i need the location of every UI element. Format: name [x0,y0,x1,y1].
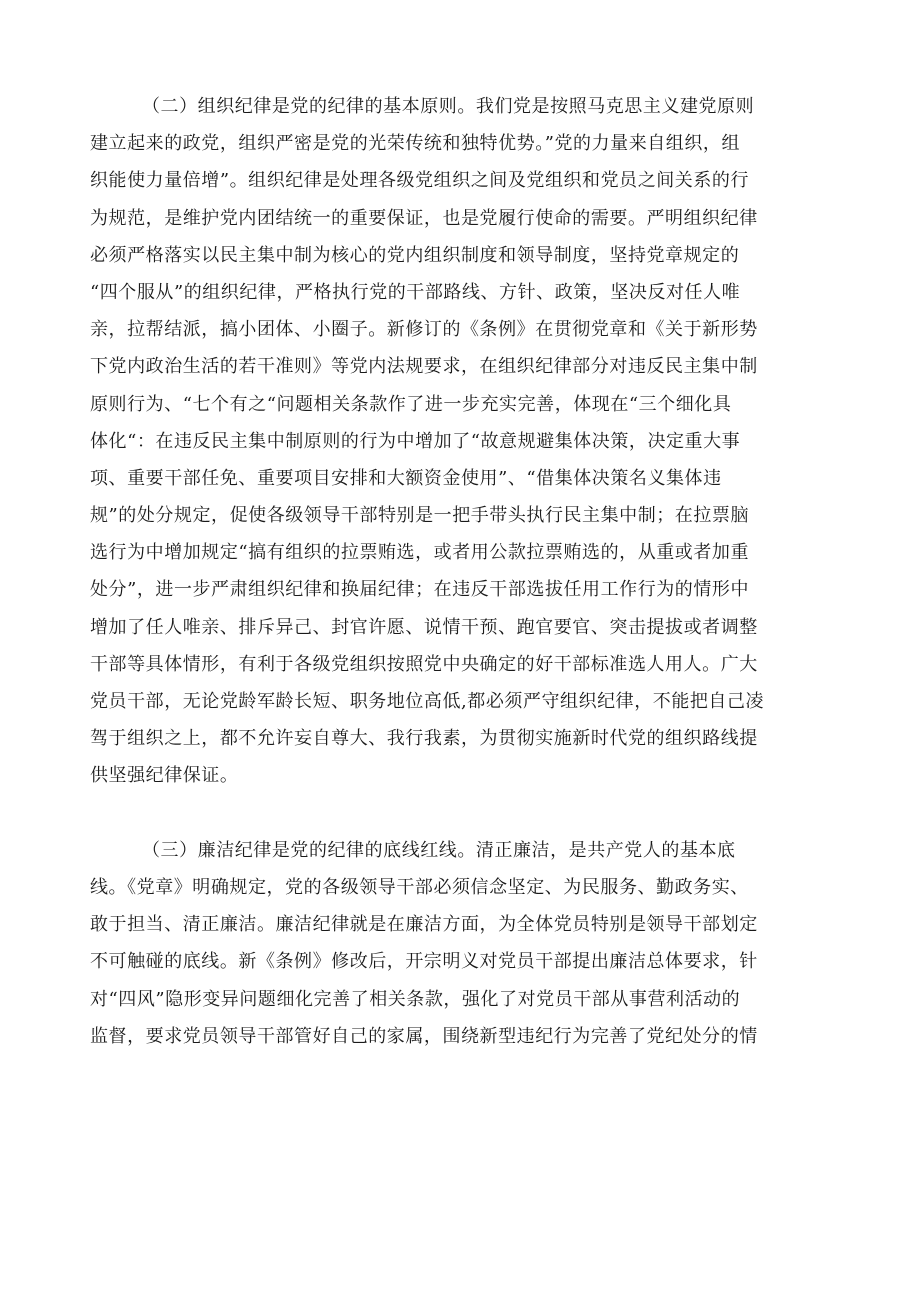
text-line: 党员干部，无论党龄军龄长短、职务地位高低,都必须严守组织纪律，不能把自己凌 [90,691,765,712]
text-line: 线。《党章》明确规定，党的各级领导干部必须信念坚定、为民服务、勤政务实、 [90,876,749,898]
text-line: 为规范，是维护党内团结统一的重要保证，也是党履行使命的需要。严明组织纪律 [90,207,758,229]
text-line: 处分”，进一步严肃组织纪律和换届纪律；在违反干部选拔任用工作行为的情形中 [90,579,749,601]
text-line: 下党内政治生活的若干准则》等党内法规要求，在组织纪律部分对违反民主集中制 [90,356,758,378]
text-line: 敢于担当、清正廉洁。廉洁纪律就是在廉洁方面，为全体党员特别是领导干部划定 [90,914,758,936]
text-line: 建立起来的政党，组织严密是党的光荣传统和独特优势。”党的力量来自组织，组 [90,133,740,155]
text-line: 监督，要求党员领导干部管好自己的家属，围绕新型违纪行为完善了党纪处分的情 [90,1025,758,1047]
text-line: 供坚强纪律保证。 [90,765,239,787]
text-line: （二）组织纪律是党的纪律的基本原则。我们党是按照马克思主义建党原则 [142,96,755,117]
text-line: 必须严格落实以民主集中制为核心的党内组织制度和领导制度，坚持党章规定的 [90,244,740,266]
text-line: 不可触碰的底线。新《条例》修改后，开宗明义对党员干部提出廉洁总体要求，针 [90,951,758,973]
text-line: （三）廉洁纪律是党的纪律的底线红线。清正廉洁，是共产党人的基本底 [142,839,736,861]
text-line: 原则行为、“七个有之“问题相关条款作了进一步充实完善，体现在“三个细化具 [90,393,732,415]
text-line: 织能使力量倍增”。组织纪律是处理各级党组织之间及党组织和党员之间关系的行 [90,170,749,192]
paragraph-integrity-discipline [90,832,860,1055]
document-body [90,88,860,1055]
text-line: 干部等具体情形，有利于各级党组织按照党中央确定的好干部标准选人用人。广大 [90,653,758,675]
text-line: 对“四风”隐形变异问题细化完善了相关条款，强化了对党员干部从事营利活动的 [90,988,741,1010]
text-line: 项、重要干部任免、重要项目安排和大额资金使用”、“借集体决策名义集体违 [90,467,722,489]
text-line: 规”的处分规定，促使各级领导干部特别是一把手带头执行民主集中制；在拉票脑 [90,505,749,527]
text-line: 驾于组织之上，都不允许妄自尊大、我行我素，为贯彻实施新时代党的组织路线提 [90,728,758,750]
text-line: 增加了任人唯亲、排斥异己、封官许愿、说情干预、跑官要官、突击提拔或者调整 [90,616,758,638]
text-line: 选行为中增加规定“搞有组织的拉票贿选，或者用公款拉票贿选的，从重或者加重 [90,542,749,564]
paragraph-organizational-discipline [90,88,860,795]
text-line: 体化“：在违反民主集中制原则的行为中增加了“故意规避集体决策，决定重大事 [90,430,741,452]
text-line: “四个服从”的组织纪律，严格执行党的干部路线、方针、政策，坚决反对任人唯 [90,281,741,303]
paragraph-gap [90,795,860,832]
text-line: 亲，拉帮结派，搞小团体、小圈子。新修订的《条例》在贯彻党章和《关于新形势 [90,319,758,341]
